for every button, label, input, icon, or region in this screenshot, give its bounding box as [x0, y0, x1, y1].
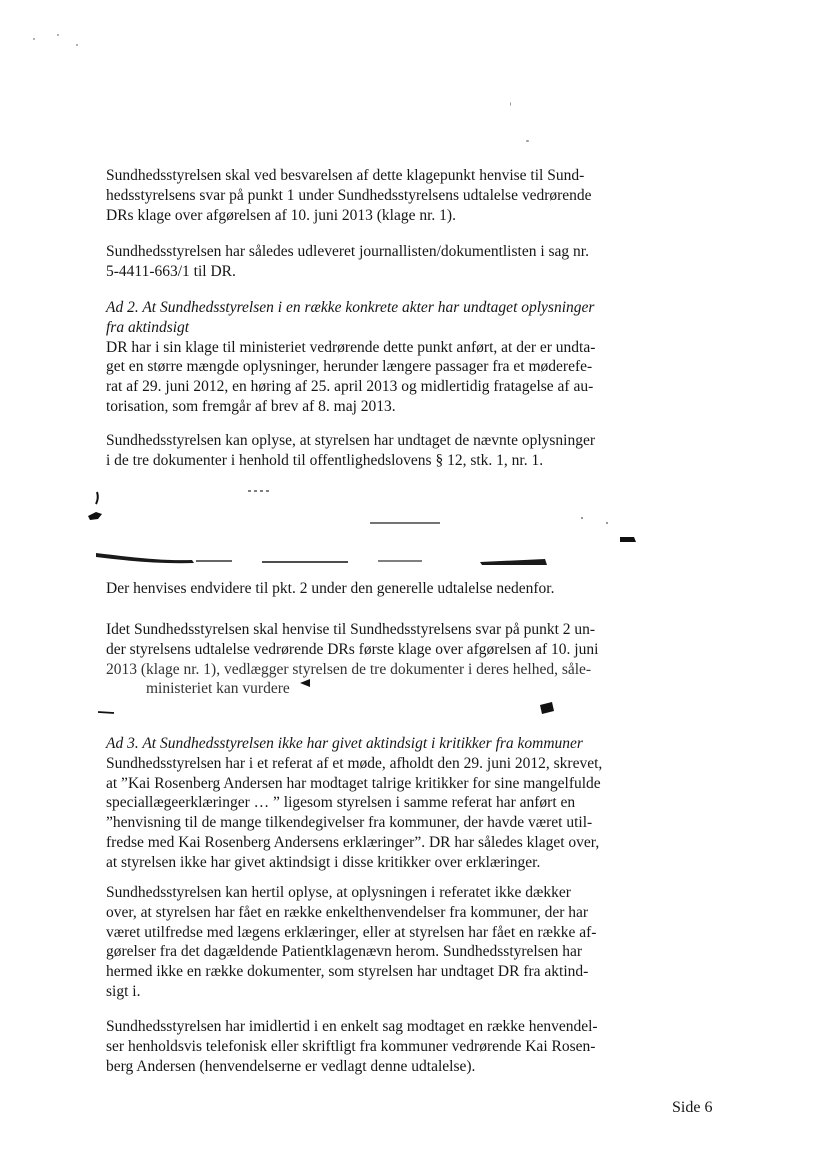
scan-speck [581, 517, 583, 519]
redaction-mark [98, 712, 114, 713]
paragraph-enkelthenvendelser [106, 883, 636, 1002]
text-line: gørelser fra det dagældende Patientklagenævn herom. Sundhedsstyrelsen har [106, 943, 583, 961]
section-heading: Ad 3. At Sundhedsstyrelsen ikke har givet aktindsigt i kritikker fra kommuner [106, 735, 583, 752]
redaction-mark [96, 553, 194, 563]
text-line: Der henvises endvidere til pkt. 2 under den generelle udtalelse nedenfor. [106, 580, 555, 597]
redaction-mark [620, 537, 636, 542]
text-line: ”henvisning til de mange tilkendegivelser fra kommuner, der havde været util- [106, 814, 593, 832]
text-line: rat af 29. juni 2012, en høring af 25. april 2013 og midlertidig fratagelse af au- [106, 378, 594, 396]
paragraph-generel-udtalelse [106, 579, 636, 599]
text-line: Sundhedsstyrelsen har således udleveret journallisten/dokumentlisten i sag nr. [106, 243, 589, 260]
text-line: get en større mængde oplysninger, herunder længere passager fra et møderefe- [106, 358, 593, 376]
text-line: Sundhedsstyrelsen har i et referat af et møde, afholdt den 29. juni 2012, skrevet, [106, 754, 603, 772]
page-number: Side 6 [672, 1099, 713, 1116]
text-line: berg Andersen (henvendelserne er vedlagt denne udtalelse). [106, 1057, 476, 1075]
text-line: ministeriet kan vurdere [146, 680, 290, 698]
text-line: været utilfredse med lægens erklæringer, eller at styrelsen har fået en række af- [106, 923, 597, 941]
text-line: Sundhedsstyrelsen kan oplyse, at styrelsen har undtaget de nævnte oplysninger [106, 432, 596, 449]
text-line: DRs klage over afgørelsen af 10. juni 2013 (klage nr. 1). [106, 206, 456, 224]
text-line: speciallægeerklæringer … ” ligesom styrelsen i samme referat har anført en [106, 794, 576, 812]
scan-speck [606, 522, 608, 524]
text-line: Idet Sundhedsstyrelsen skal henvise til Sundhedsstyrelsens svar på punkt 2 un- [106, 621, 596, 638]
text-line: Sundhedsstyrelsen kan hertil oplyse, at oplysningen i referatet ikke dækker [106, 884, 571, 901]
text-line: hermed ikke en række dokumenter, som styrelsen har undtaget DR fra aktind- [106, 963, 589, 981]
paragraph-henvendelser-vedlagt [106, 1017, 636, 1076]
text-line: i de tre dokumenter i henhold til offentlighedslovens § 12, stk. 1, nr. 1. [106, 451, 544, 469]
text-line: at styrelsen ikke har givet aktindsigt i disse kritikker over erklæringer. [106, 853, 541, 871]
section-heading: fra aktindsigt [106, 318, 190, 336]
text-line: Sundhedsstyrelsen har imidlertid i en enkelt sag modtaget en række henvendel- [106, 1018, 598, 1035]
text-line: sigt i. [106, 982, 141, 1000]
text-line: der styrelsens udtalelse vedrørende DRs første klage over afgørelsen af 10. juni [106, 640, 599, 658]
text-line: ser henholdsvis telefonisk eller skriftligt fra kommuner vedrørende Kai Rosen- [106, 1037, 596, 1055]
text-line: over, at styrelsen har fået en række enkelthenvendelser fra kommuner, der har [106, 903, 589, 921]
redaction-mark [540, 702, 554, 714]
redaction-mark [88, 512, 102, 520]
text-line: 5-4411-663/1 til DR. [106, 262, 236, 280]
section-heading: Ad 2. At Sundhedsstyrelsen i en række konkrete akter har undtaget oplysninger [106, 299, 595, 316]
redaction-mark [96, 492, 98, 504]
section-ad-3 [106, 734, 636, 873]
text-line: Sundhedsstyrelsen skal ved besvarelsen af dette klagepunkt henvise til Sund- [106, 167, 585, 184]
text-line: 2013 (klage nr. 1), vedlægger styrelsen de tre dokumenter i deres helhed, såle- [106, 660, 592, 678]
text-line: hedsstyrelsens svar på punkt 1 under Sundhedsstyrelsens udtalelse vedrørende [106, 186, 592, 204]
text-line: at ”Kai Rosenberg Andersen har modtaget talrige kritikker for sine mangelfulde [106, 774, 601, 792]
text-line: torisation, som fremgår af brev af 8. maj 2013. [106, 397, 396, 415]
redaction-mark [480, 559, 547, 565]
text-line: DR har i sin klage til ministeriet vedrørende dette punkt anført, at der er undta- [106, 338, 596, 356]
paragraph-vedlaegger-dokumenter [106, 620, 636, 699]
text-line: fredse med Kai Rosenberg Andersens erklæringer”. DR har således klaget over, [106, 833, 600, 851]
